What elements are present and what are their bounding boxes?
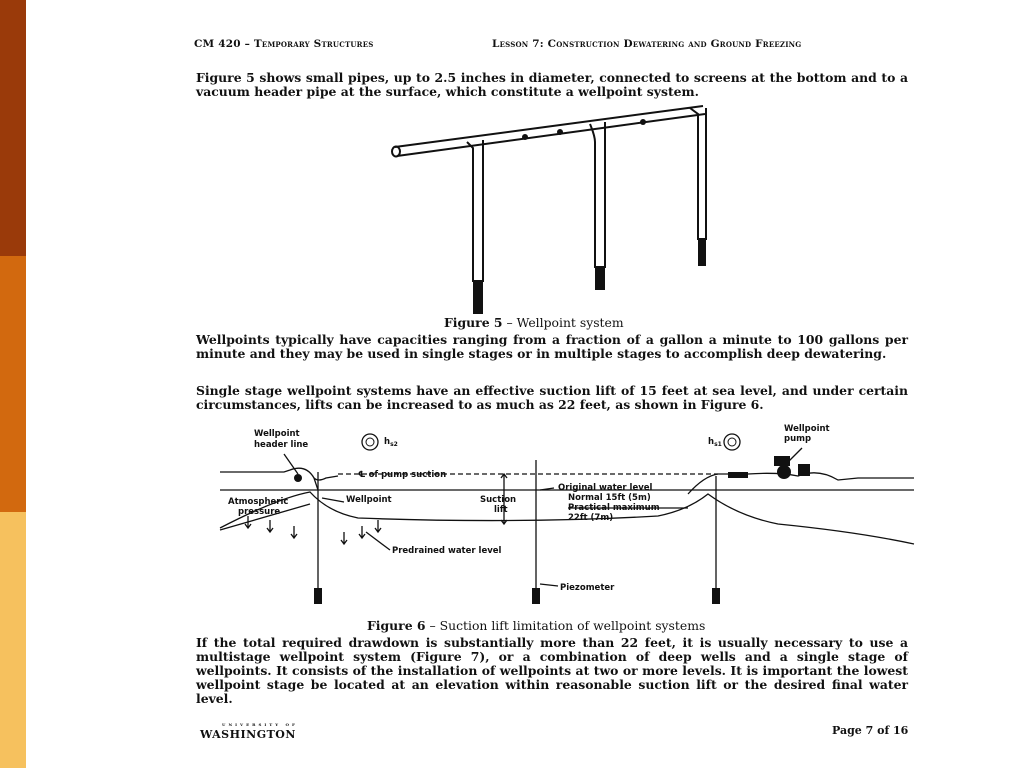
- fig6-label-hs2: $h_{s2}$: [384, 437, 398, 448]
- figure-5-caption: [444, 315, 624, 330]
- fig6-label-piezometer: Piezometer: [560, 583, 615, 593]
- side-bar-dark: [0, 0, 26, 256]
- fig6-label-atmospheric-2: pressure: [238, 507, 281, 517]
- fig6-label-practical: Practical maximum: [568, 503, 660, 513]
- side-bar-mid: [0, 256, 26, 512]
- university-logo: [200, 722, 298, 741]
- fig6-label-wellpoint: Wellpoint: [346, 495, 392, 505]
- figure-5-label: Figure 5: [444, 315, 503, 330]
- figure-6-suction-lift-diagram: [218, 420, 918, 612]
- fig6-label-suction-1: Suction: [480, 495, 517, 505]
- fig6-label-max: 22ft (7m): [568, 513, 614, 523]
- fig6-label-header-line-2: header line: [254, 440, 309, 450]
- logo-small-text: UNIVERSITY OF: [222, 722, 298, 727]
- course-header: CM 420 – Temporary Structures: [194, 38, 374, 50]
- logo-text: WASHINGTON: [200, 728, 296, 741]
- fig6-label-hs1: $h_{s1}$: [708, 437, 722, 448]
- paragraph-intro: Figure 5 shows small pipes, up to 2.5 inches in diameter, connected to screens at the bottom and to a vacuum header pipe at the surface, which constitute a wellpoint system.: [196, 70, 908, 99]
- side-bar-light: [0, 512, 26, 768]
- paragraph-single-stage: Single stage wellpoint systems have an effective suction lift of 15 feet at sea level, and under certain circumstances, lifts can be increased to as much as 22 feet, as shown in Figure 6.: [196, 383, 908, 412]
- fig6-label-atmospheric-1: Atmospheric: [228, 497, 289, 507]
- fig6-label-original-water: Original water level: [558, 483, 653, 493]
- fig6-label-normal: Normal 15ft (5m): [568, 493, 651, 503]
- lesson-header: Lesson 7: Construction Dewatering and Ground Freezing: [492, 38, 802, 50]
- fig6-label-pump-1: Wellpoint: [784, 424, 830, 434]
- fig6-label-predrained: Predrained water level: [392, 546, 502, 556]
- figure-5-wellpoint-drawing: [385, 100, 725, 318]
- fig6-label-suction-2: lift: [494, 505, 508, 515]
- figure-5-caption-text: – Wellpoint system: [502, 315, 624, 330]
- figure-6-caption: [367, 618, 705, 633]
- figure-6-caption-text: – Suction lift limitation of wellpoint systems: [425, 618, 706, 633]
- fig6-label-header-line-1: Wellpoint: [254, 429, 300, 439]
- fig6-label-pump-2: pump: [784, 434, 812, 444]
- fig6-label-pump-suction: ℄ of pump suction: [358, 470, 447, 480]
- figure-6-label: Figure 6: [367, 618, 426, 633]
- paragraph-multistage: If the total required drawdown is substantially more than 22 feet, it is usually necessary to use a multistage wellpoint system (Figure 7), or a combination of deep wells and a single stage of wellpoints. It consists of the installation of wellpoints at two or more levels. It is important the lowest wellpoint stage be located at an elevation within reasonable suction lift or the desired final water level.: [196, 635, 908, 706]
- paragraph-capacities: Wellpoints typically have capacities ranging from a fraction of a gallon a minute to 100 gallons per minute and they may be used in single stages or in multiple stages to accomplish deep dewatering.: [196, 332, 908, 361]
- page-number: Page 7 of 16: [832, 724, 909, 737]
